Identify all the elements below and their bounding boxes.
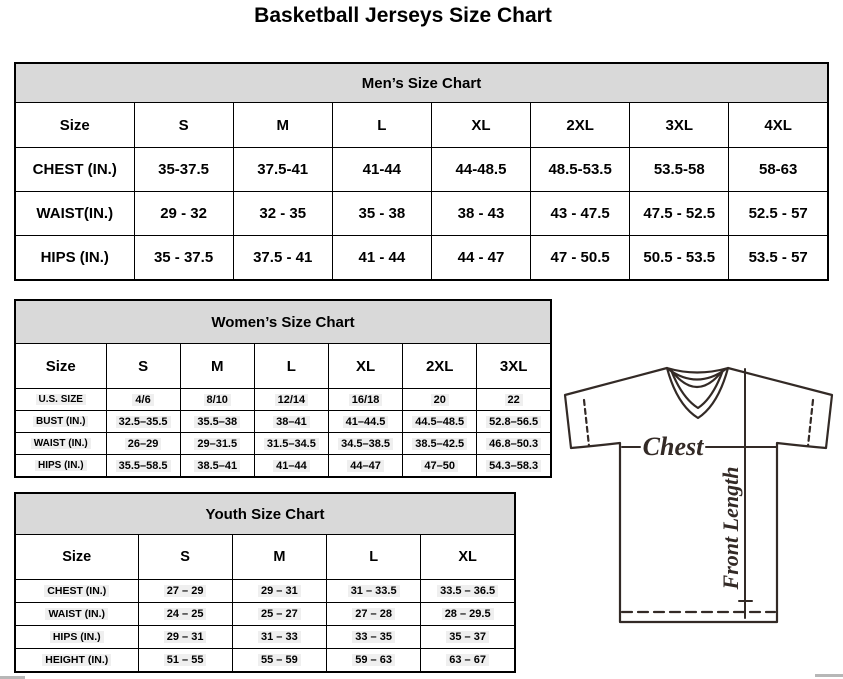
mens-value-cell [134,236,233,281]
womens-data-row [15,411,551,433]
youth-size-row [15,535,515,580]
mens-size-col-header-text: L [377,116,387,134]
womens-size-col-header-text: M [210,357,224,375]
mens-value-cell [729,236,828,281]
mens-value-cell-text: 29 - 32 [160,205,207,222]
womens-size-chart-table [14,299,552,478]
womens-value-cell-text: 12/14 [275,394,309,406]
womens-value-cell-text: 35.5–58.5 [116,460,171,472]
womens-row-label [15,433,106,455]
mens-value-cell-text: 50.5 - 53.5 [643,249,716,266]
womens-chart-title [15,300,551,344]
mens-chart-title-text: Men’s Size Chart [361,74,482,92]
mens-size-col-header [233,103,332,148]
mens-size-col-header [431,103,530,148]
youth-value-cell-text: 33 – 35 [352,631,395,643]
womens-value-cell-text: 31.5–34.5 [264,438,319,450]
jersey-measurement-diagram [556,356,843,642]
womens-size-col-header-text: 2XL [425,357,454,375]
mens-value-cell [134,148,233,192]
mens-size-col-header-text: XL [471,116,491,134]
youth-value-cell-text: 29 – 31 [164,631,207,643]
youth-value-cell-text: 27 – 28 [352,608,395,620]
mens-value-cell-text: 47.5 - 52.5 [643,205,716,222]
womens-size-col-header-text: XL [355,357,376,375]
youth-data-row [15,580,515,603]
womens-row-label [15,389,106,411]
youth-value-cell [421,649,515,673]
jersey-outline [565,368,832,622]
womens-value-cell-text: 54.3–58.3 [486,460,541,472]
youth-value-cell [421,580,515,603]
womens-size-col-header [106,344,180,389]
womens-data-row [15,433,551,455]
womens-value-cell [477,433,551,455]
youth-chart-title-text: Youth Size Chart [205,505,325,523]
youth-value-cell [232,580,326,603]
womens-title-row [15,300,551,344]
womens-value-cell-text: 26–29 [125,438,162,450]
youth-row-label [15,580,138,603]
mens-row-label-text: HIPS (IN.) [40,249,109,266]
womens-value-cell-text: 22 [505,394,523,406]
youth-value-cell-text: 31 – 33 [258,631,301,643]
mens-value-cell-text: 47 - 50.5 [550,249,610,266]
mens-size-col-header [134,103,233,148]
youth-chart-title [15,493,515,535]
mens-value-cell [531,236,630,281]
womens-value-cell [180,389,254,411]
mens-value-cell [531,192,630,236]
mens-value-cell-text: 52.5 - 57 [748,205,808,222]
womens-value-cell-text: 41–44 [273,460,310,472]
womens-value-cell [403,389,477,411]
youth-size-chart-table [14,492,516,673]
youth-title-row [15,493,515,535]
youth-value-cell [421,626,515,649]
womens-row-label [15,455,106,478]
mens-size-col-header-text: 2XL [566,116,594,134]
youth-value-cell [327,580,421,603]
mens-size-row [15,103,828,148]
youth-row-label-text: WAIST (IN.) [45,608,108,620]
youth-row-label [15,649,138,673]
mens-size-col-header-text: M [276,116,289,134]
youth-size-header [15,535,138,580]
womens-value-cell [180,411,254,433]
youth-size-col-header [421,535,515,580]
youth-row-label [15,603,138,626]
mens-size-col-header [630,103,729,148]
youth-value-cell-text: 24 – 25 [164,608,207,620]
mens-size-col-header-text: 4XL [764,116,792,134]
mens-value-cell-text: 32 - 35 [259,205,307,222]
youth-size-col-header [327,535,421,580]
mens-value-cell-text: 53.5 - 57 [748,249,808,266]
womens-value-cell [328,455,402,478]
youth-data-row [15,649,515,673]
womens-value-cell-text: 20 [431,394,449,406]
mens-row-label [15,236,134,281]
mens-value-cell-text: 37.5-41 [257,161,309,178]
mens-value-cell-text: 37.5 - 41 [253,249,313,266]
womens-value-cell [403,455,477,478]
womens-size-col-header-text: L [286,357,296,375]
womens-value-cell [106,411,180,433]
mens-size-col-header [531,103,630,148]
mens-value-cell [630,148,729,192]
mens-value-cell [332,192,431,236]
womens-chart-title-text: Women’s Size Chart [211,313,355,331]
womens-row-label-text: HIPS (IN.) [35,460,87,471]
youth-value-cell [327,626,421,649]
youth-size-col-header [138,535,232,580]
womens-value-cell [328,411,402,433]
womens-size-header-text: Size [45,357,76,375]
mens-value-cell [531,148,630,192]
mens-data-row [15,148,828,192]
womens-value-cell [254,389,328,411]
womens-value-cell-text: 16/18 [349,394,383,406]
mens-size-chart-table [14,62,829,281]
mens-value-cell [431,148,530,192]
mens-value-cell [233,148,332,192]
womens-size-col-header [403,344,477,389]
mens-row-label [15,148,134,192]
mens-value-cell-text: 35-37.5 [158,161,209,178]
womens-value-cell [403,411,477,433]
youth-value-cell [232,649,326,673]
womens-size-header [15,344,106,389]
womens-value-cell [328,433,402,455]
youth-row-label [15,626,138,649]
womens-value-cell-text: 44.5–48.5 [412,416,467,428]
youth-value-cell [421,603,515,626]
womens-value-cell [403,433,477,455]
youth-value-cell [138,580,232,603]
youth-value-cell-text: 29 – 31 [258,585,301,597]
youth-value-cell [138,626,232,649]
womens-row-label [15,411,106,433]
mens-value-cell-text: 43 - 47.5 [550,205,610,222]
mens-data-row [15,192,828,236]
youth-size-col-header-text: M [273,549,286,565]
womens-data-row [15,389,551,411]
womens-value-cell-text: 47–50 [421,460,458,472]
youth-data-row [15,603,515,626]
youth-value-cell [327,649,421,673]
mens-data-row [15,236,828,281]
womens-value-cell [106,433,180,455]
mens-size-header [15,103,134,148]
mens-value-cell-text: 53.5-58 [653,161,705,178]
womens-value-cell-text: 29–31.5 [194,438,240,450]
mens-row-label-text: WAIST(IN.) [36,205,114,222]
mens-value-cell [233,236,332,281]
youth-value-cell-text: 33.5 – 36.5 [437,585,498,597]
front-length-label: Front Length [718,466,743,590]
youth-value-cell-text: 31 – 33.5 [348,585,400,597]
youth-size-col-header-text: S [180,549,190,565]
mens-value-cell-text: 35 - 38 [358,205,406,222]
jersey-icon [556,356,843,642]
womens-value-cell [106,389,180,411]
youth-size-col-header-text: XL [458,549,477,565]
youth-value-cell [232,603,326,626]
mens-value-cell-text: 48.5-53.5 [548,161,612,178]
youth-data-row [15,626,515,649]
womens-size-col-header [477,344,551,389]
youth-size-header-text: Size [62,549,92,565]
mens-size-col-header [332,103,431,148]
womens-value-cell [477,389,551,411]
youth-value-cell [232,626,326,649]
youth-size-col-header-text: L [369,549,379,565]
womens-value-cell-text: 4/6 [132,394,153,406]
youth-value-cell [138,603,232,626]
mens-value-cell [729,148,828,192]
womens-size-col-header [328,344,402,389]
youth-row-label-text: HIPS (IN.) [50,631,104,643]
mens-value-cell-text: 35 - 37.5 [153,249,214,266]
womens-value-cell [477,411,551,433]
youth-value-cell-text: 28 – 29.5 [442,608,494,620]
womens-size-col-header-text: 3XL [499,357,528,375]
mens-value-cell-text: 41 - 44 [358,249,406,266]
womens-value-cell-text: 32.5–35.5 [116,416,171,428]
womens-value-cell-text: 8/10 [204,394,231,406]
youth-value-cell-text: 51 – 55 [164,654,207,666]
mens-value-cell [134,192,233,236]
womens-value-cell [254,433,328,455]
womens-value-cell-text: 41–44.5 [343,416,389,428]
womens-data-row [15,455,551,478]
mens-row-label-text: CHEST (IN.) [32,161,117,178]
womens-row-label-text: WAIST (IN.) [31,438,91,449]
womens-value-cell-text: 44–47 [347,460,384,472]
youth-value-cell [138,649,232,673]
womens-value-cell-text: 34.5–38.5 [338,438,393,450]
womens-value-cell [180,433,254,455]
youth-size-col-header [232,535,326,580]
mens-size-col-header [729,103,828,148]
womens-value-cell-text: 46.8–50.3 [486,438,541,450]
mens-value-cell [233,192,332,236]
youth-value-cell-text: 63 – 67 [446,654,489,666]
youth-value-cell-text: 55 – 59 [258,654,301,666]
womens-value-cell [328,389,402,411]
mens-title-row [15,63,828,103]
mens-value-cell-text: 44-48.5 [455,161,507,178]
womens-value-cell [254,411,328,433]
mens-value-cell [332,148,431,192]
mens-value-cell-text: 58-63 [758,161,798,178]
mens-size-col-header-text: S [178,116,189,134]
youth-value-cell-text: 59 – 63 [352,654,395,666]
womens-value-cell-text: 52.8–56.5 [486,416,541,428]
mens-value-cell-text: 38 - 43 [457,205,505,222]
womens-size-col-header [254,344,328,389]
youth-value-cell-text: 27 – 29 [164,585,207,597]
youth-value-cell-text: 35 – 37 [446,631,489,643]
mens-value-cell [431,192,530,236]
womens-size-col-header [180,344,254,389]
womens-size-row [15,344,551,389]
mens-row-label [15,192,134,236]
womens-size-col-header-text: S [138,357,149,375]
page-title: Basketball Jerseys Size Chart [254,4,552,27]
mens-value-cell [729,192,828,236]
womens-value-cell [477,455,551,478]
womens-value-cell-text: 38.5–41 [194,460,240,472]
mens-value-cell-text: 41-44 [362,161,402,178]
youth-row-label-text: CHEST (IN.) [44,585,109,597]
womens-row-label-text: BUST (IN.) [33,416,88,427]
womens-value-cell-text: 38–41 [273,416,310,428]
youth-value-cell [327,603,421,626]
womens-value-cell-text: 35.5–38 [194,416,240,428]
youth-value-cell-text: 25 – 27 [258,608,301,620]
womens-value-cell [254,455,328,478]
mens-value-cell [630,192,729,236]
mens-value-cell [431,236,530,281]
mens-value-cell [332,236,431,281]
mens-value-cell-text: 44 - 47 [457,249,505,266]
youth-row-label-text: HEIGHT (IN.) [42,654,111,666]
mens-size-col-header-text: 3XL [665,116,694,134]
womens-value-cell-text: 38.5–42.5 [412,438,467,450]
mens-size-header-text: Size [59,116,90,134]
womens-value-cell [106,455,180,478]
scrollbar-fragment-right [815,674,843,677]
womens-value-cell [180,455,254,478]
womens-row-label-text: U.S. SIZE [36,394,86,405]
mens-value-cell [630,236,729,281]
chest-label: Chest [642,432,704,461]
mens-chart-title [15,63,828,103]
